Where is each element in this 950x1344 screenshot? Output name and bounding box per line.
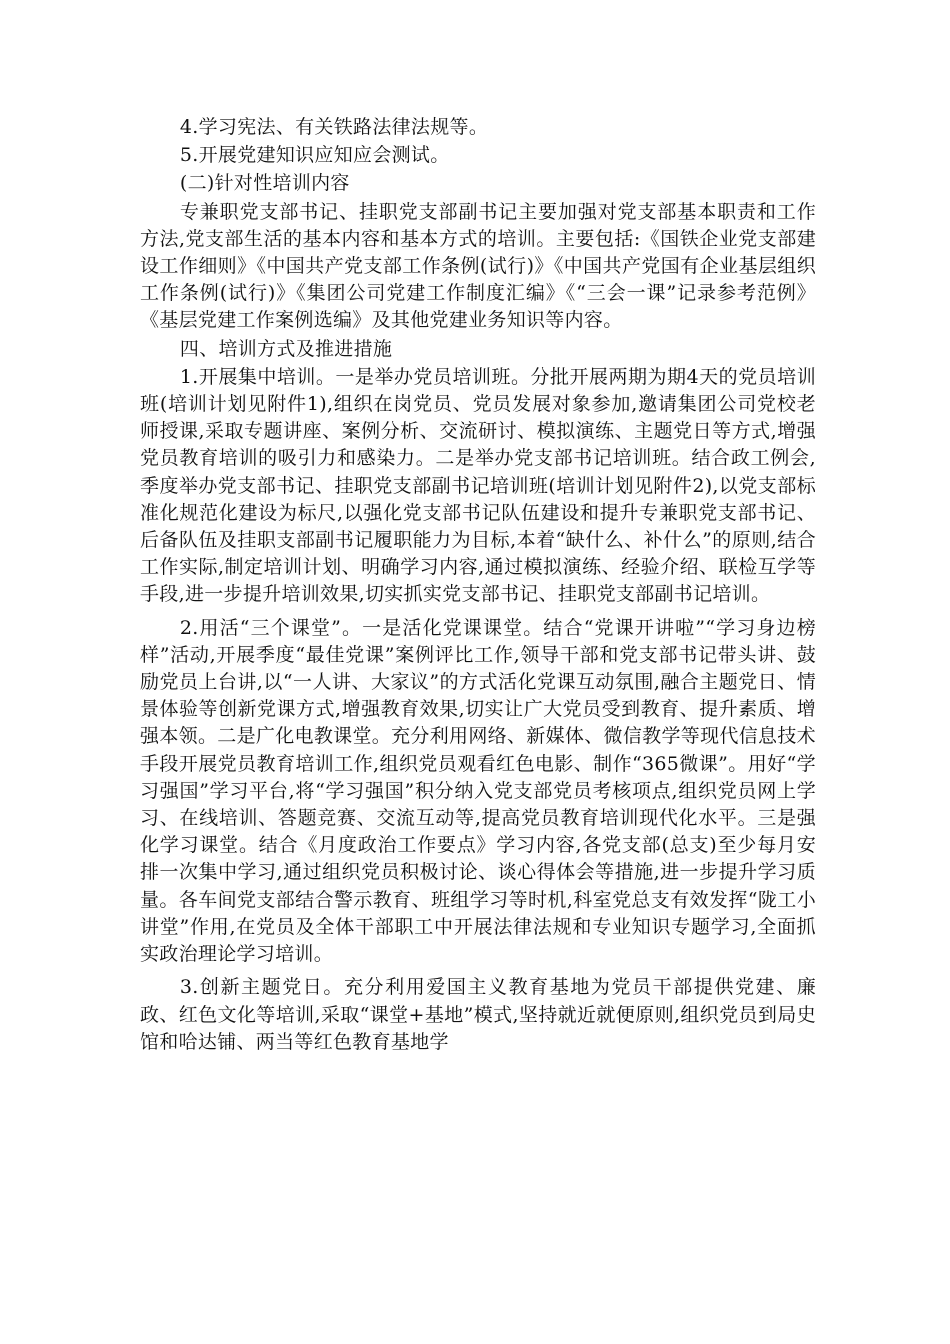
- document-body: [140, 114, 816, 1062]
- paragraph-targeted-training-content: 专兼职党支部书记、挂职党支部副书记主要加强对党支部基本职责和工作方法,党支部生活的基本内容和基本方式的培训。主要包括:《国铁企业党支部建设工作细则》《中国共产党支部工作条例(试行)》《中国共产党国有企业基层组织工作条例(试行)》《集团公司党建工作制度汇编》《“三会一课”记录参考范例》《基层党建工作案例选编》及其他党建业务知识等内容。: [140, 200, 816, 332]
- paragraph-centralized-training: 1.开展集中培训。一是举办党员培训班。分批开展两期为期4天的党员培训班(培训计划见附件1),组织在岗党员、党员发展对象参加,邀请集团公司党校老师授课,采取专题讲座、案例分析、交流研讨、模拟演练、主题党日等方式,增强党员教育培训的吸引力和感染力。二是举办党支部书记培训班。结合政工例会,季度举办党支部书记、挂职党支部副书记培训班(培训计划见附件2),以党支部标准化规范化建设为标尺,以强化党支部书记队伍建设和提升专兼职党支部书记、后备队伍及挂职支部副书记履职能力为目标,本着“缺什么、补什么”的原则,结合工作实际,制定培训计划、明确学习内容,通过模拟演练、经验介绍、联检互学等手段,进一步提升培训效果,切实抓实党支部书记、挂职党支部副书记培训。: [140, 365, 816, 606]
- list-item-knowledge-test: 5.开展党建知识应知应会测试。: [179, 144, 450, 167]
- paragraph-three-classrooms: 2.用活“三个课堂”。一是活化党课课堂。结合“党课开讲啦”“学习身边榜样”活动,开展季度“最佳党课”案例评比工作,领导干部和党支部书记带头讲、鼓励党员上台讲,以“一人讲、大家议”的方式活化党课互动氛围,融合主题党日、情景体验等创新党课方式,增强教育效果,切实让广大党员受到教育、提升素质、增强本领。二是广化电教课堂。充分利用网络、新媒体、微信教学等现代信息技术手段开展党员教育培训工作,组织党员观看红色电影、制作“365微课”。用好“学习强国”学习平台,将“学习强国”积分纳入党支部党员考核项点,组织党员网上学习、在线培训、答题竞赛、交流互动等,提高党员教育培训现代化水平。三是强化学习课堂。结合《月度政治工作要点》学习内容,各党支部(总支)至少每月安排一次集中学习,通过组织党员积极讨论、谈心得体会等措施,进一步提升学习质量。各车间党支部结合警示教育、班组学习等时机,科室党总支有效发挥“陇工小讲堂”作用,在党员及全体干部职工中开展法律法规和专业知识专题学习,全面抓实政治理论学习培训。: [140, 616, 816, 966]
- paragraph-theme-party-day: 3.创新主题党日。充分利用爱国主义教育基地为党员干部提供党建、廉政、红色文化等培训,采取“课堂+基地”模式,坚持就近就便原则,组织党员到局史馆和哈达铺、两当等红色教育基地学: [140, 976, 816, 1053]
- list-item-study-law: 4.学习宪法、有关铁路法律法规等。: [179, 116, 489, 138]
- section-heading-training-methods: 四、培训方式及推进措施: [179, 337, 393, 360]
- subsection-heading-targeted-training: (二)针对性培训内容: [179, 172, 350, 195]
